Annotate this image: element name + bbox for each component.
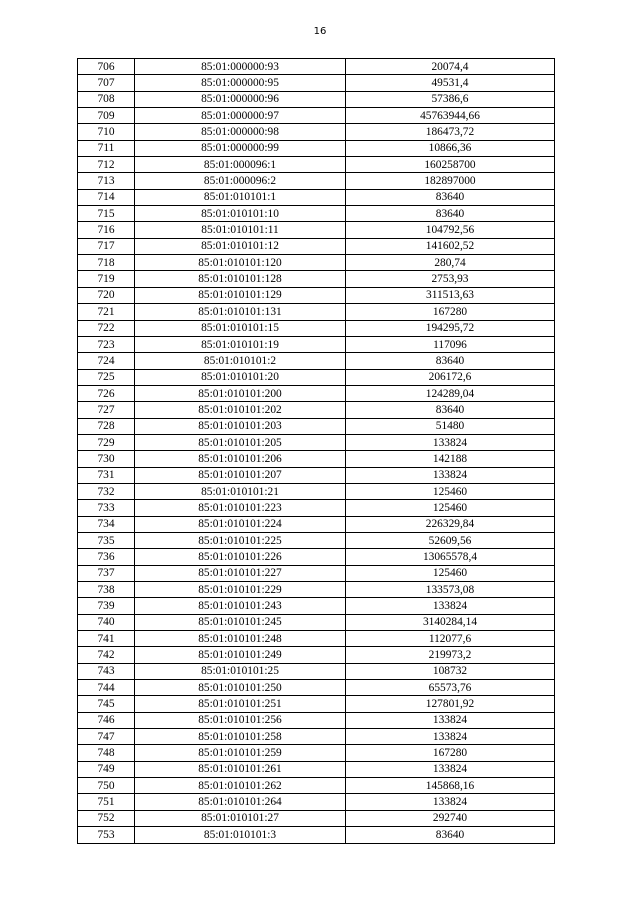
cadastral-number-cell: 85:01:010101:258 (135, 729, 346, 745)
value-cell: 226329,84 (346, 516, 555, 532)
row-number-cell: 750 (78, 778, 135, 794)
cadastral-number-cell: 85:01:000000:93 (135, 59, 346, 75)
table-row (78, 124, 555, 140)
value-cell: 83640 (346, 206, 555, 222)
row-number-cell: 748 (78, 745, 135, 761)
table-row (78, 222, 555, 238)
row-number-cell: 725 (78, 369, 135, 385)
table-row (78, 631, 555, 647)
table-row (78, 500, 555, 516)
row-number-cell: 721 (78, 304, 135, 320)
row-number-cell: 730 (78, 451, 135, 467)
table-row (78, 761, 555, 777)
value-cell: 45763944,66 (346, 108, 555, 124)
cadastral-number-cell: 85:01:010101:131 (135, 304, 346, 320)
row-number-cell: 736 (78, 549, 135, 565)
value-cell: 124289,04 (346, 385, 555, 401)
row-number-cell: 737 (78, 565, 135, 581)
table-body (78, 59, 555, 844)
cadastral-number-cell: 85:01:010101:248 (135, 631, 346, 647)
row-number-cell: 732 (78, 483, 135, 499)
value-cell: 292740 (346, 810, 555, 826)
row-number-cell: 713 (78, 173, 135, 189)
table-row (78, 173, 555, 189)
value-cell: 2753,93 (346, 271, 555, 287)
table-row (78, 108, 555, 124)
value-cell: 127801,92 (346, 696, 555, 712)
value-cell: 10866,36 (346, 140, 555, 156)
cadastral-number-cell: 85:01:010101:229 (135, 582, 346, 598)
value-cell: 125460 (346, 565, 555, 581)
cadastral-number-cell: 85:01:010101:223 (135, 500, 346, 516)
cadastral-number-cell: 85:01:000000:98 (135, 124, 346, 140)
cadastral-number-cell: 85:01:010101:224 (135, 516, 346, 532)
table-row (78, 206, 555, 222)
value-cell: 186473,72 (346, 124, 555, 140)
value-cell: 83640 (346, 353, 555, 369)
cadastral-number-cell: 85:01:010101:128 (135, 271, 346, 287)
cadastral-number-cell: 85:01:010101:205 (135, 434, 346, 450)
table-row (78, 369, 555, 385)
page-number: 16 (313, 26, 327, 37)
value-cell: 133824 (346, 598, 555, 614)
row-number-cell: 749 (78, 761, 135, 777)
cadastral-number-cell: 85:01:010101:202 (135, 402, 346, 418)
cadastral-number-cell: 85:01:010101:227 (135, 565, 346, 581)
row-number-cell: 706 (78, 59, 135, 75)
table-row (78, 157, 555, 173)
row-number-cell: 743 (78, 663, 135, 679)
table-row (78, 483, 555, 499)
row-number-cell: 728 (78, 418, 135, 434)
cadastral-number-cell: 85:01:010101:226 (135, 549, 346, 565)
cadastral-number-cell: 85:01:010101:15 (135, 320, 346, 336)
row-number-cell: 718 (78, 255, 135, 271)
value-cell: 20074,4 (346, 59, 555, 75)
row-number-cell: 709 (78, 108, 135, 124)
value-cell: 49531,4 (346, 75, 555, 91)
value-cell: 133824 (346, 434, 555, 450)
row-number-cell: 738 (78, 582, 135, 598)
table-row (78, 255, 555, 271)
table-row (78, 647, 555, 663)
row-number-cell: 726 (78, 385, 135, 401)
row-number-cell: 707 (78, 75, 135, 91)
cadastral-number-cell: 85:01:010101:3 (135, 827, 346, 843)
table-row (78, 336, 555, 352)
row-number-cell: 723 (78, 336, 135, 352)
row-number-cell: 734 (78, 516, 135, 532)
table-row (78, 402, 555, 418)
table-row (78, 532, 555, 548)
cadastral-number-cell: 85:01:010101:1 (135, 189, 346, 205)
value-cell: 280,74 (346, 255, 555, 271)
cadastral-number-cell: 85:01:010101:129 (135, 287, 346, 303)
cadastral-number-cell: 85:01:010101:264 (135, 794, 346, 810)
value-cell: 65573,76 (346, 680, 555, 696)
value-cell: 219973,2 (346, 647, 555, 663)
cadastral-number-cell: 85:01:010101:25 (135, 663, 346, 679)
cadastral-number-cell: 85:01:010101:256 (135, 712, 346, 728)
table-row (78, 516, 555, 532)
row-number-cell: 708 (78, 91, 135, 107)
table-row (78, 467, 555, 483)
row-number-cell: 722 (78, 320, 135, 336)
table-row (78, 287, 555, 303)
table-row (78, 353, 555, 369)
row-number-cell: 742 (78, 647, 135, 663)
table-row (78, 663, 555, 679)
table-row (78, 271, 555, 287)
row-number-cell: 719 (78, 271, 135, 287)
table-row (78, 696, 555, 712)
table-row (78, 418, 555, 434)
table-row (78, 598, 555, 614)
cadastral-number-cell: 85:01:010101:11 (135, 222, 346, 238)
cadastral-number-cell: 85:01:010101:12 (135, 238, 346, 254)
cadastral-value-table (77, 58, 555, 844)
table-row (78, 729, 555, 745)
value-cell: 112077,6 (346, 631, 555, 647)
row-number-cell: 715 (78, 206, 135, 222)
value-cell: 142188 (346, 451, 555, 467)
cadastral-number-cell: 85:01:010101:120 (135, 255, 346, 271)
cadastral-number-cell: 85:01:010101:10 (135, 206, 346, 222)
value-cell: 125460 (346, 500, 555, 516)
row-number-cell: 744 (78, 680, 135, 696)
row-number-cell: 714 (78, 189, 135, 205)
row-number-cell: 717 (78, 238, 135, 254)
cadastral-number-cell: 85:01:010101:251 (135, 696, 346, 712)
table-row (78, 549, 555, 565)
row-number-cell: 746 (78, 712, 135, 728)
table-row (78, 91, 555, 107)
cadastral-number-cell: 85:01:010101:262 (135, 778, 346, 794)
row-number-cell: 740 (78, 614, 135, 630)
table-row (78, 320, 555, 336)
cadastral-number-cell: 85:01:010101:249 (135, 647, 346, 663)
value-cell: 13065578,4 (346, 549, 555, 565)
cadastral-number-cell: 85:01:010101:245 (135, 614, 346, 630)
table-row (78, 794, 555, 810)
value-cell: 133824 (346, 761, 555, 777)
value-cell: 206172,6 (346, 369, 555, 385)
row-number-cell: 735 (78, 532, 135, 548)
value-cell: 133824 (346, 729, 555, 745)
table-row (78, 75, 555, 91)
row-number-cell: 711 (78, 140, 135, 156)
cadastral-number-cell: 85:01:010101:20 (135, 369, 346, 385)
row-number-cell: 741 (78, 631, 135, 647)
value-cell: 104792,56 (346, 222, 555, 238)
row-number-cell: 729 (78, 434, 135, 450)
value-cell: 57386,6 (346, 91, 555, 107)
row-number-cell: 745 (78, 696, 135, 712)
value-cell: 83640 (346, 827, 555, 843)
value-cell: 3140284,14 (346, 614, 555, 630)
value-cell: 52609,56 (346, 532, 555, 548)
value-cell: 145868,16 (346, 778, 555, 794)
table-row (78, 434, 555, 450)
cadastral-number-cell: 85:01:010101:2 (135, 353, 346, 369)
value-cell: 117096 (346, 336, 555, 352)
table-row (78, 59, 555, 75)
value-cell: 83640 (346, 189, 555, 205)
row-number-cell: 739 (78, 598, 135, 614)
cadastral-number-cell: 85:01:010101:261 (135, 761, 346, 777)
row-number-cell: 733 (78, 500, 135, 516)
row-number-cell: 752 (78, 810, 135, 826)
value-cell: 311513,63 (346, 287, 555, 303)
value-cell: 51480 (346, 418, 555, 434)
value-cell: 141602,52 (346, 238, 555, 254)
table-row (78, 810, 555, 826)
table-row (78, 827, 555, 843)
table-row (78, 614, 555, 630)
row-number-cell: 751 (78, 794, 135, 810)
table-row (78, 565, 555, 581)
table-row (78, 582, 555, 598)
table-row (78, 778, 555, 794)
value-cell: 133573,08 (346, 582, 555, 598)
table-row (78, 745, 555, 761)
cadastral-number-cell: 85:01:010101:207 (135, 467, 346, 483)
value-cell: 133824 (346, 712, 555, 728)
cadastral-number-cell: 85:01:000000:99 (135, 140, 346, 156)
cadastral-number-cell: 85:01:010101:200 (135, 385, 346, 401)
cadastral-number-cell: 85:01:010101:203 (135, 418, 346, 434)
value-cell: 133824 (346, 794, 555, 810)
value-cell: 194295,72 (346, 320, 555, 336)
cadastral-number-cell: 85:01:010101:259 (135, 745, 346, 761)
table-row (78, 238, 555, 254)
table-row (78, 189, 555, 205)
cadastral-number-cell: 85:01:010101:243 (135, 598, 346, 614)
table-row (78, 451, 555, 467)
value-cell: 83640 (346, 402, 555, 418)
table-row (78, 680, 555, 696)
cadastral-number-cell: 85:01:000000:96 (135, 91, 346, 107)
table-row (78, 712, 555, 728)
value-cell: 167280 (346, 745, 555, 761)
value-cell: 182897000 (346, 173, 555, 189)
row-number-cell: 747 (78, 729, 135, 745)
row-number-cell: 710 (78, 124, 135, 140)
cadastral-number-cell: 85:01:010101:206 (135, 451, 346, 467)
cadastral-number-cell: 85:01:010101:225 (135, 532, 346, 548)
value-cell: 125460 (346, 483, 555, 499)
row-number-cell: 724 (78, 353, 135, 369)
row-number-cell: 727 (78, 402, 135, 418)
table-row (78, 140, 555, 156)
cadastral-number-cell: 85:01:000096:2 (135, 173, 346, 189)
cadastral-number-cell: 85:01:010101:250 (135, 680, 346, 696)
value-cell: 133824 (346, 467, 555, 483)
value-cell: 108732 (346, 663, 555, 679)
value-cell: 167280 (346, 304, 555, 320)
cadastral-number-cell: 85:01:010101:21 (135, 483, 346, 499)
table-row (78, 385, 555, 401)
value-cell: 160258700 (346, 157, 555, 173)
row-number-cell: 712 (78, 157, 135, 173)
cadastral-number-cell: 85:01:010101:19 (135, 336, 346, 352)
row-number-cell: 716 (78, 222, 135, 238)
row-number-cell: 720 (78, 287, 135, 303)
cadastral-number-cell: 85:01:000096:1 (135, 157, 346, 173)
table-row (78, 304, 555, 320)
row-number-cell: 731 (78, 467, 135, 483)
cadastral-number-cell: 85:01:000000:97 (135, 108, 346, 124)
cadastral-number-cell: 85:01:000000:95 (135, 75, 346, 91)
row-number-cell: 753 (78, 827, 135, 843)
cadastral-number-cell: 85:01:010101:27 (135, 810, 346, 826)
